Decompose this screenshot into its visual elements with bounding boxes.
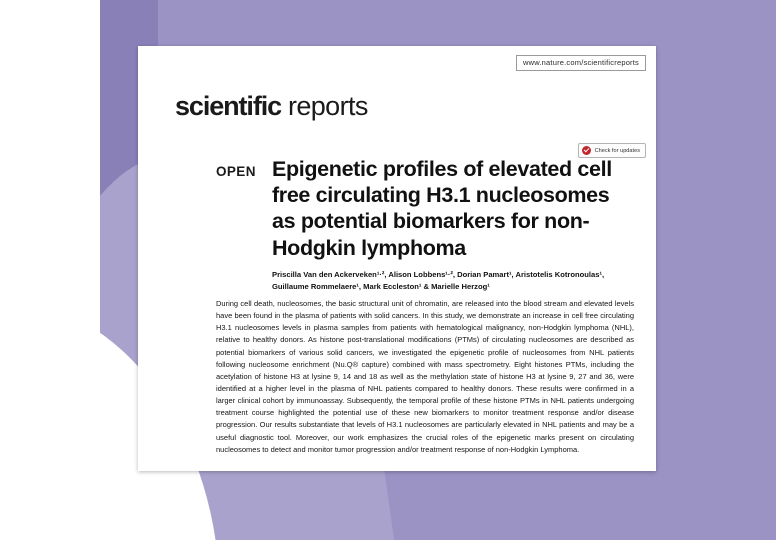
author-list: Priscilla Van den Ackerveken¹·², Alison Lobbens¹·², Dorian Pamart¹, Aristotelis Kotronoulas¹, Guillaume Rommelaere¹, Mark Eccleston¹ & Marielle Herzog¹: [272, 270, 605, 291]
masthead-light-word: reports: [281, 91, 368, 121]
open-access-label: OPEN: [216, 164, 256, 179]
check-for-updates-label: Check for updates: [594, 147, 640, 154]
article-page: [138, 46, 656, 471]
masthead-bold-word: scientific: [175, 91, 282, 121]
crossmark-icon: [582, 146, 591, 155]
journal-masthead: [175, 93, 368, 120]
abstract-text: During cell death, nucleosomes, the basic structural unit of chromatin, are released into the blood stream and elevated levels have been found in the plasma of patients with solid cancers. In this study, we demonstrate an increase in cell free circulating H3.1 nucleosomes levels in plasma samples from patients with hematological malignancy, non-Hodgkin lymphoma (NHL), relative to healthy donors. As histone post-translational modifications (PTMs) of circulating nucleosomes are described as potential biomarkers of various solid cancers, we investigated the epigenetic profile of nucleosomes from NHL patients following nucleosome enrichment (Nu.Q® capture) combined with mass spectrometry. Eight histones PTMs, including the acetylation of histone H3 at lysine 9, 14 and 18 as well as the methylation state of histone H3 at lysine 9, 27 and 36, were identified at a higher level in the plasma of NHL patients compared to healthy donors. These results were confirmed in a larger clinical cohort by immunoassay. Subsequently, the temporal profile of these histone PTMs in NHL patients undergoing treatment course highlighted the potential use of these new biomarkers to monitor treatment response and/or disease progression. Our results substantiate that levels of H3.1 nucleosomes are particularly elevated in NHL patients and may be a useful diagnostic tool. Moreover, our work emphasizes the crucial roles of the epigenetic marks present on circulating nucleosomes to detect and monitor tumor progression and/or treatment response of non-Hodgkin Lymphoma.: [216, 299, 634, 454]
page-title: Epigenetic profiles of elevated cell free circulating H3.1 nucleosomes as potential biomarkers for non-Hodgkin lymphoma: [272, 157, 612, 260]
journal-url: www.nature.com/scientificreports: [516, 55, 646, 71]
